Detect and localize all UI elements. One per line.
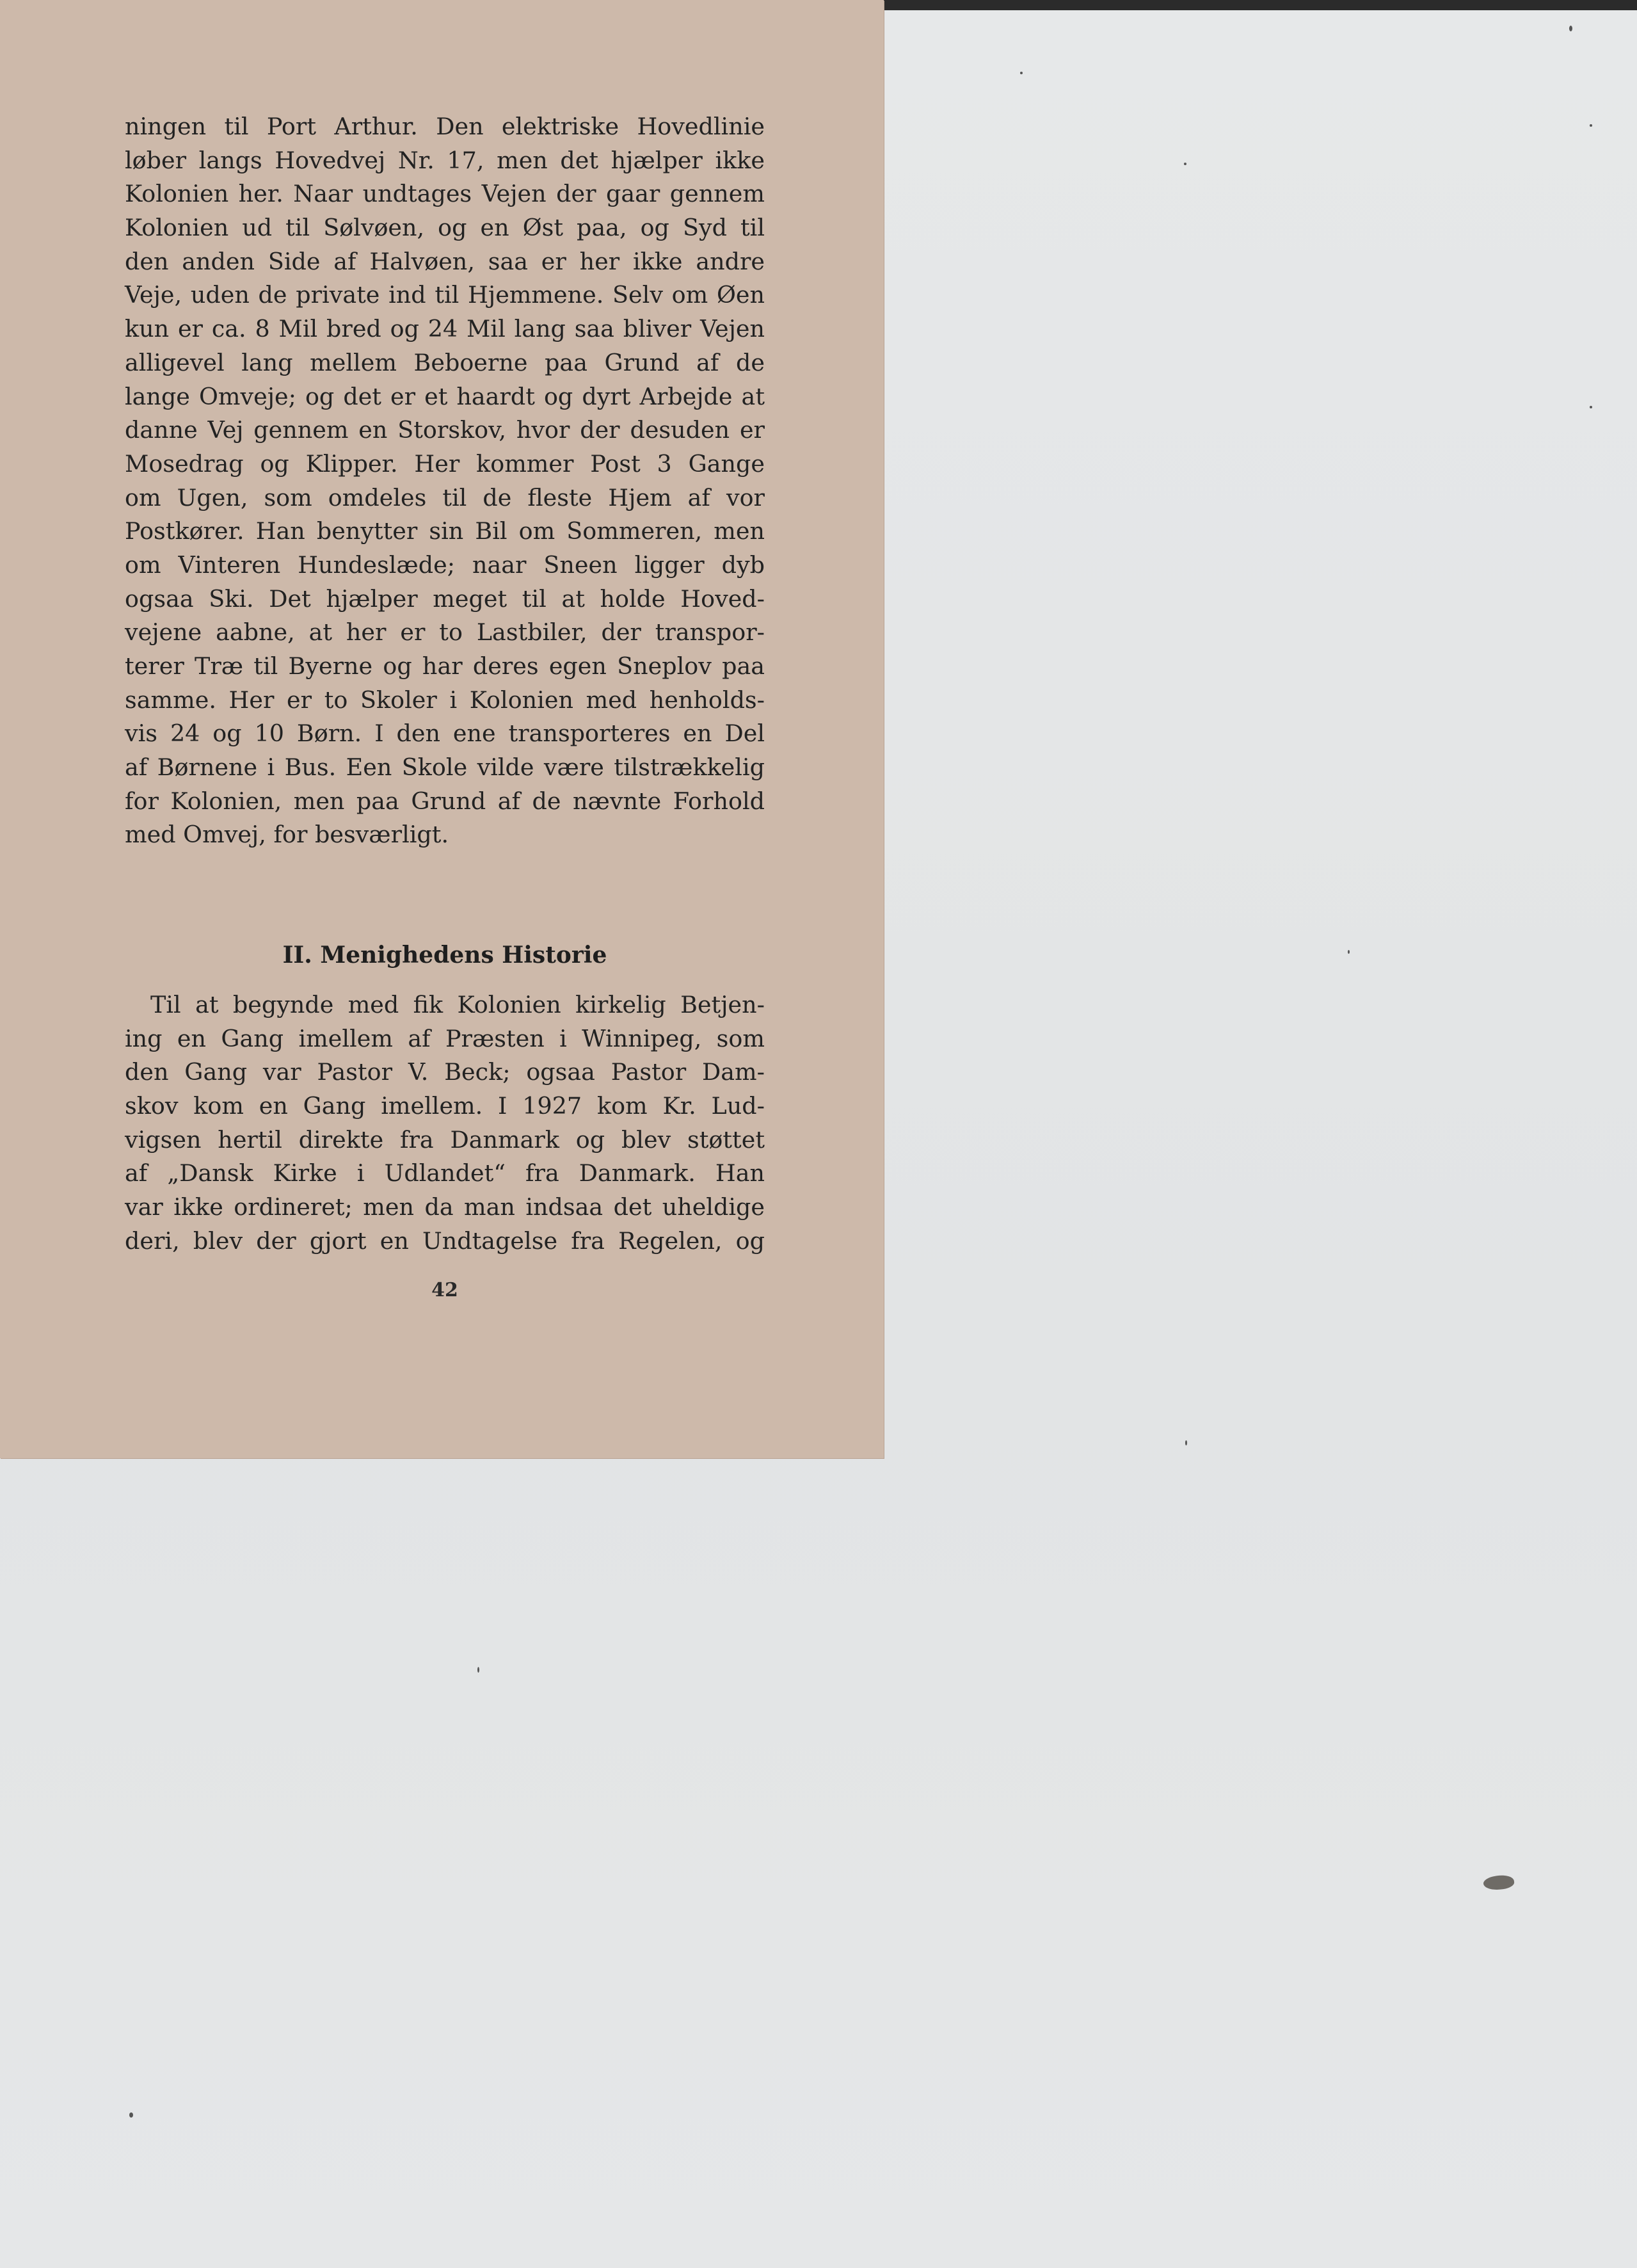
text-line: samme. Her er to Skoler i Kolonien med henholds- xyxy=(125,686,765,714)
text-line: Kolonien her. Naar undtages Vejen der gaar gennem xyxy=(125,180,765,208)
dust-speck xyxy=(1020,72,1023,74)
text-line: Mosedrag og Klipper. Her kommer Post 3 Gange xyxy=(125,449,765,478)
text-line: om Vinteren Hundeslæde; naar Sneen ligger dyb xyxy=(125,551,765,579)
text-line: Kolonien ud til Sølvøen, og en Øst paa, og Syd til xyxy=(125,214,765,242)
text-line: ningen til Port Arthur. Den elektriske Hovedlinie xyxy=(125,113,765,140)
dust-speck xyxy=(477,1667,479,1673)
text-line: med Omvej, for besværligt. xyxy=(125,821,449,849)
scanner-lid-edge xyxy=(883,0,1637,10)
text-line: om Ugen, som omdeles til de fleste Hjem af vor xyxy=(125,483,765,511)
text-line: Postkører. Han benytter sin Bil om Sommeren, men xyxy=(125,517,765,545)
dust-speck xyxy=(1569,26,1572,31)
text-line: alligevel lang mellem Beboerne paa Grund af de xyxy=(125,348,765,376)
text-line: den anden Side af Halvøen, saa er her ikke andre xyxy=(125,247,765,275)
text-line: ogsaa Ski. Det hjælper meget til at holde Hoved- xyxy=(125,584,765,613)
text-line: vejene aabne, at her er to Lastbiler, der transpor- xyxy=(125,618,765,647)
text-line: løber langs Hovedvej Nr. 17, men det hjælper ikke xyxy=(125,146,765,174)
text-line: terer Træ til Byerne og har deres egen Sneplov paa xyxy=(125,652,765,680)
text-line: Veje, uden de private ind til Hjemmene. Selv om Øen xyxy=(125,281,765,309)
text-line: kun er ca. 8 Mil bred og 24 Mil lang saa bliver Vejen xyxy=(125,315,765,343)
dust-speck xyxy=(1590,406,1592,408)
text-line: danne Vej gennem en Storskov, hvor der desuden er xyxy=(125,416,765,444)
dust-speck xyxy=(1184,163,1186,165)
text-line: vis 24 og 10 Børn. I den ene transporteres en Del xyxy=(125,720,765,748)
text-line: var ikke ordineret; men da man indsaa det uheldige xyxy=(125,1193,765,1221)
text-line: deri, blev der gjort en Undtagelse fra Regelen, og xyxy=(125,1226,765,1255)
text-line: af Børnene i Bus. Een Skole vilde være tilstrækkelig xyxy=(125,753,765,782)
text-line: den Gang var Pastor V. Beck; ogsaa Pastor Dam- xyxy=(125,1058,765,1086)
dust-speck xyxy=(1590,124,1592,127)
text-line: skov kom en Gang imellem. I 1927 kom Kr. Lud- xyxy=(125,1092,765,1120)
paragraph-2 xyxy=(125,988,765,1259)
page-number: 42 xyxy=(431,1279,458,1301)
text-line: lange Omveje; og det er et haardt og dyrt Arbejde at xyxy=(125,382,765,410)
book-page xyxy=(0,0,884,1458)
dust-speck xyxy=(1348,950,1350,954)
text-line: af „Dansk Kirke i Udlandet“ fra Danmark. Han xyxy=(125,1159,765,1187)
text-line: ing en Gang imellem af Præsten i Winnipeg, som xyxy=(125,1024,765,1052)
dust-speck xyxy=(1185,1440,1187,1445)
section-heading: II. Menighedens Historie xyxy=(282,942,607,969)
text-line: for Kolonien, men paa Grund af de nævnte Forhold xyxy=(125,787,765,815)
paragraph-1 xyxy=(125,110,765,852)
dust-speck xyxy=(129,2112,133,2118)
text-line: vigsen hertil direkte fra Danmark og blev støttet xyxy=(125,1125,765,1154)
text-line: Til at begynde med fik Kolonien kirkelig Betjen- xyxy=(150,991,765,1018)
